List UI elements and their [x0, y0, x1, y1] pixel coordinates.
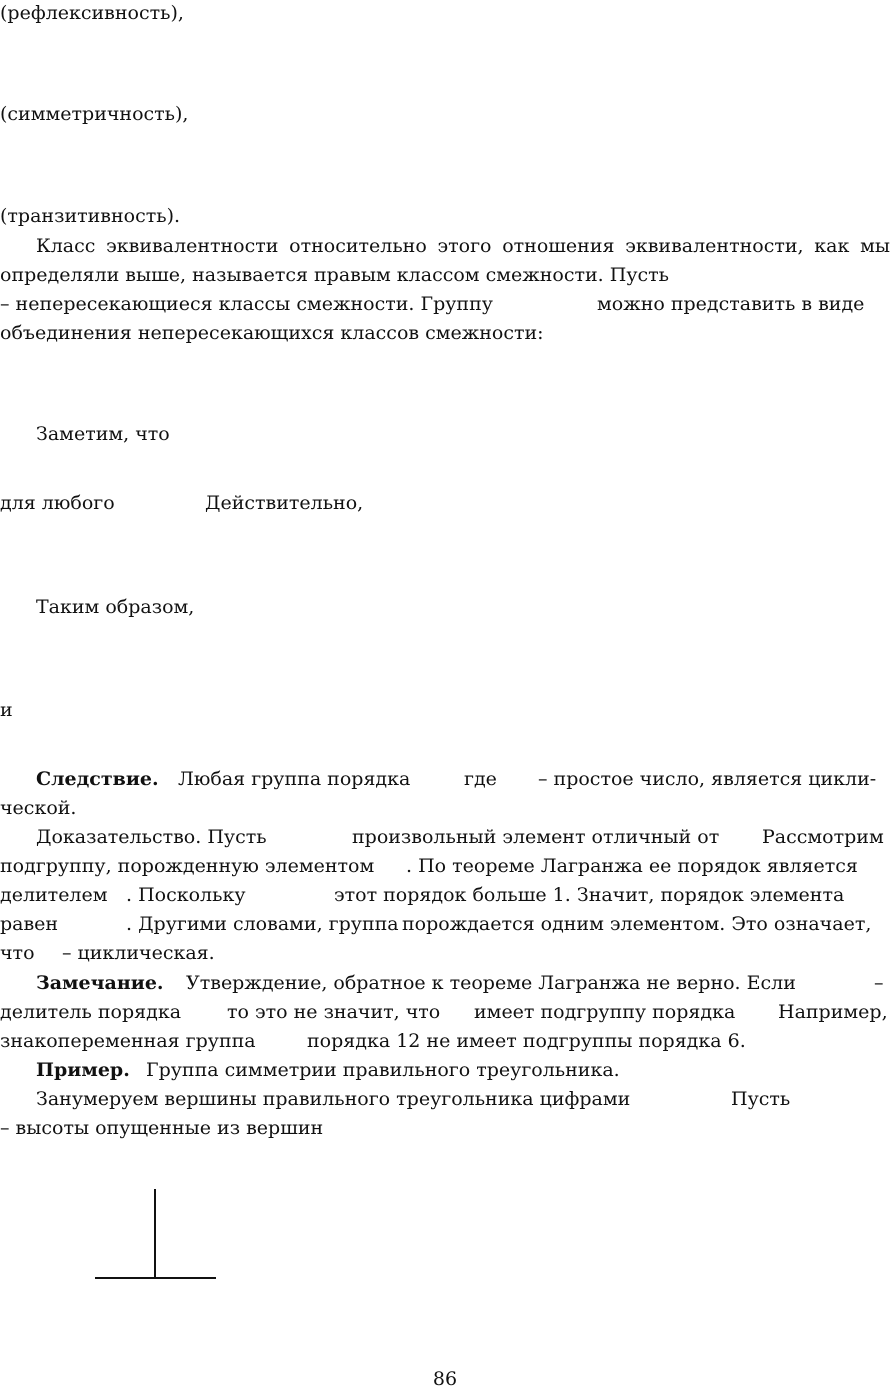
- proof-segment: . Поскольку: [126, 884, 246, 906]
- example-segment: Группа симметрии правильного треугольника.: [146, 1059, 620, 1081]
- figure-vertical-line: [154, 1189, 156, 1278]
- example-heading: Пример.: [36, 1059, 130, 1081]
- remark-segment: –: [874, 972, 884, 994]
- remark-heading: Замечание.: [36, 972, 164, 994]
- example-line: – высоты опущенные из вершин: [0, 1117, 324, 1139]
- paragraph-segment: можно представить в виде: [597, 293, 865, 315]
- paragraph-line: Класс эквивалентности относительно этого отношения эквивалентности, как мы: [36, 235, 890, 257]
- example-segment: Пусть: [731, 1088, 791, 1110]
- proof-segment: что: [0, 942, 35, 964]
- proof-segment: . По теореме Лагранжа ее порядок является: [406, 855, 858, 877]
- figure-horizontal-line: [95, 1277, 216, 1279]
- text-note-that: Заметим, что: [36, 423, 170, 445]
- text-symmetry: (симметричность),: [0, 103, 189, 125]
- text-transitivity: (транзитивность).: [0, 205, 181, 227]
- paragraph-line: определяли выше, называется правым классом смежности. Пусть: [0, 264, 669, 286]
- corollary-line: ческой.: [0, 797, 77, 819]
- corollary-segment: Любая группа порядка: [178, 768, 411, 790]
- corollary-heading: Следствие.: [36, 768, 159, 790]
- proof-segment: равен: [0, 913, 59, 935]
- proof-segment: подгруппу, порожденную элементом: [0, 855, 375, 877]
- remark-segment: порядка 12 не имеет подгруппы порядка 6.: [307, 1030, 746, 1052]
- proof-segment: делителем: [0, 884, 108, 906]
- text-reflexivity: (рефлексивность),: [0, 2, 184, 24]
- corollary-segment: где: [464, 768, 497, 790]
- text-for-any: для любого: [0, 492, 115, 514]
- remark-segment: имеет подгруппу порядка: [474, 1001, 736, 1023]
- proof-segment: Доказательство. Пусть: [36, 826, 267, 848]
- page-number: 86: [432, 1368, 458, 1390]
- proof-segment: этот порядок больше 1. Значит, порядок элемента: [334, 884, 845, 906]
- remark-segment: то это не значит, что: [227, 1001, 441, 1023]
- example-segment: Занумеруем вершины правильного треугольника цифрами: [36, 1088, 631, 1110]
- remark-segment: делитель порядка: [0, 1001, 182, 1023]
- paragraph-line: объединения непересекающихся классов смежности:: [0, 322, 544, 344]
- remark-segment: Например,: [778, 1001, 888, 1023]
- proof-segment: Рассмотрим: [762, 826, 884, 848]
- text-indeed: Действительно,: [205, 492, 364, 514]
- proof-segment: произвольный элемент отличный от: [352, 826, 720, 848]
- proof-segment: – циклическая.: [62, 942, 215, 964]
- paragraph-segment: – непересекающиеся классы смежности. Группу: [0, 293, 493, 315]
- remark-segment: знакопеременная группа: [0, 1030, 256, 1052]
- corollary-segment: – простое число, является цикли-: [538, 768, 877, 790]
- remark-segment: Утверждение, обратное к теореме Лагранжа не верно. Если: [186, 972, 796, 994]
- text-thus: Таким образом,: [36, 596, 195, 618]
- text-and: и: [0, 699, 13, 721]
- proof-segment: . Другими словами, группа: [126, 913, 399, 935]
- proof-segment: порождается одним элементом. Это означает,: [402, 913, 872, 935]
